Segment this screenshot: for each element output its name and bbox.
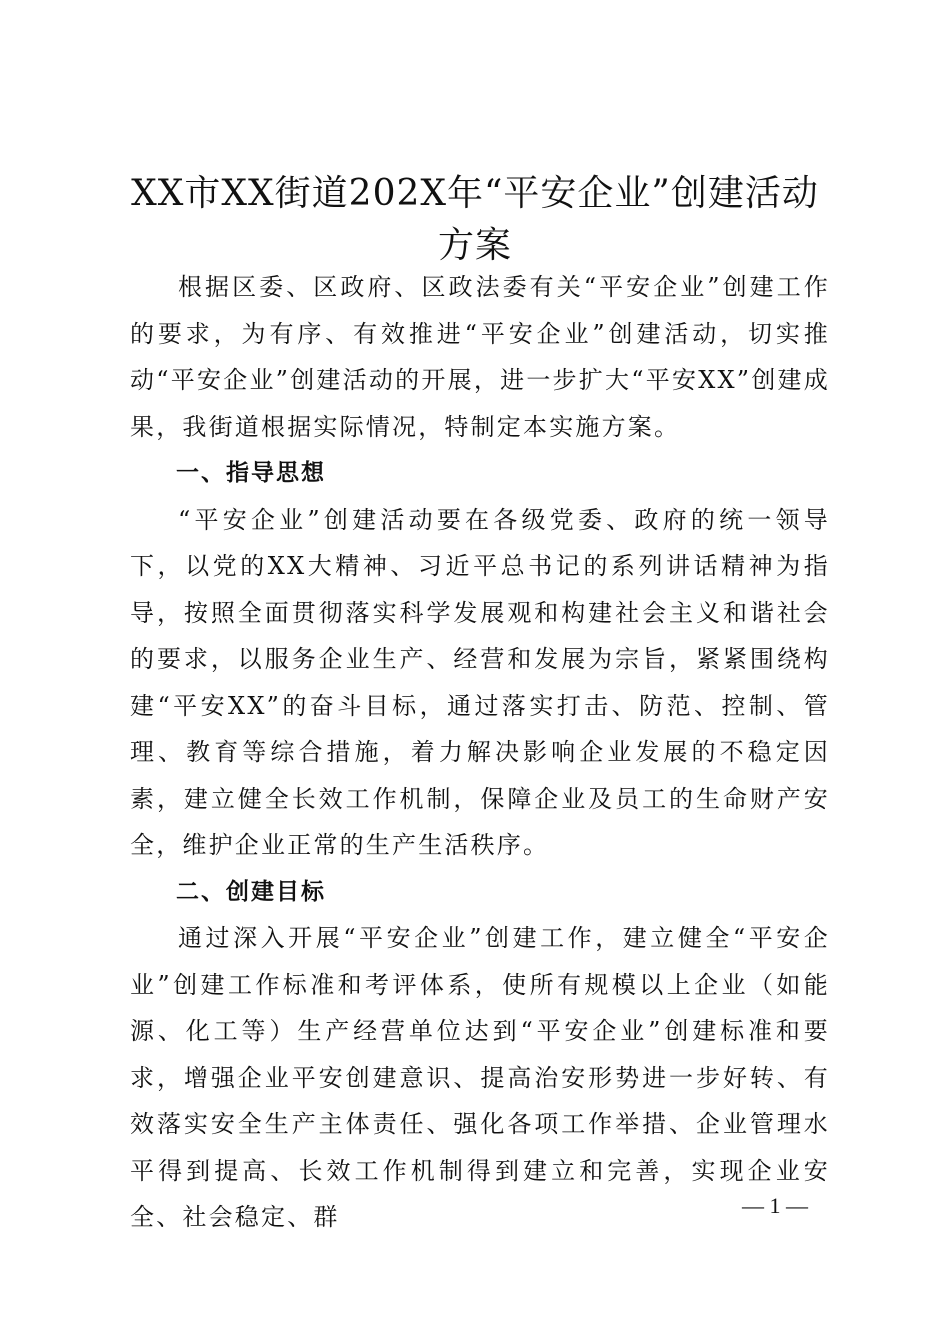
- section-paragraph-guiding-ideology: “平安企业”创建活动要在各级党委、政府的统一领导下，以党的XX大精神、习近平总书记的系列讲话精神为指导，按照全面贯彻落实科学发展观和构建社会主义和谐社会的要求，以服务企业生产、经营和发展为宗旨，紧紧围绕构建“平安XX”的奋斗目标，通过落实打击、防范、控制、管理、教育等综合措施，着力解决影响企业发展的不稳定因素，建立健全长效工作机制，保障企业及员工的生命财产安全，维护企业正常的生产生活秩序。: [130, 505, 830, 859]
- section-paragraph-goals: 通过深入开展“平安企业”创建工作，建立健全“平安企业”创建工作标准和考评体系，使所有规模以上企业（如能源、化工等）生产经营单位达到“平安企业”创建标准和要求，增强企业平安创建意识、提高治安形势进一步好转、有效落实安全生产主体责任、强化各项工作举措、企业管理水平得到提高、长效工作机制得到建立和完善，实现企业安全、社会稳定、群: [130, 924, 830, 1231]
- page-number: — 1 —: [742, 1193, 808, 1218]
- intro-paragraph: 根据区委、区政府、区政法委有关“平安企业”创建工作的要求，为有序、有效推进“平安企业”创建活动，切实推动“平安企业”创建活动的开展，进一步扩大“平安XX”创建成果，我街道根据实际情况，特制定本实施方案。: [130, 273, 830, 441]
- document-title: XX市XX街道202X年“平安企业”创建活动方案: [131, 173, 819, 266]
- section-heading-guiding-ideology: 一、指导思想: [176, 460, 326, 486]
- section-heading-goals: 二、创建目标: [176, 878, 326, 905]
- document-body: [130, 264, 830, 1241]
